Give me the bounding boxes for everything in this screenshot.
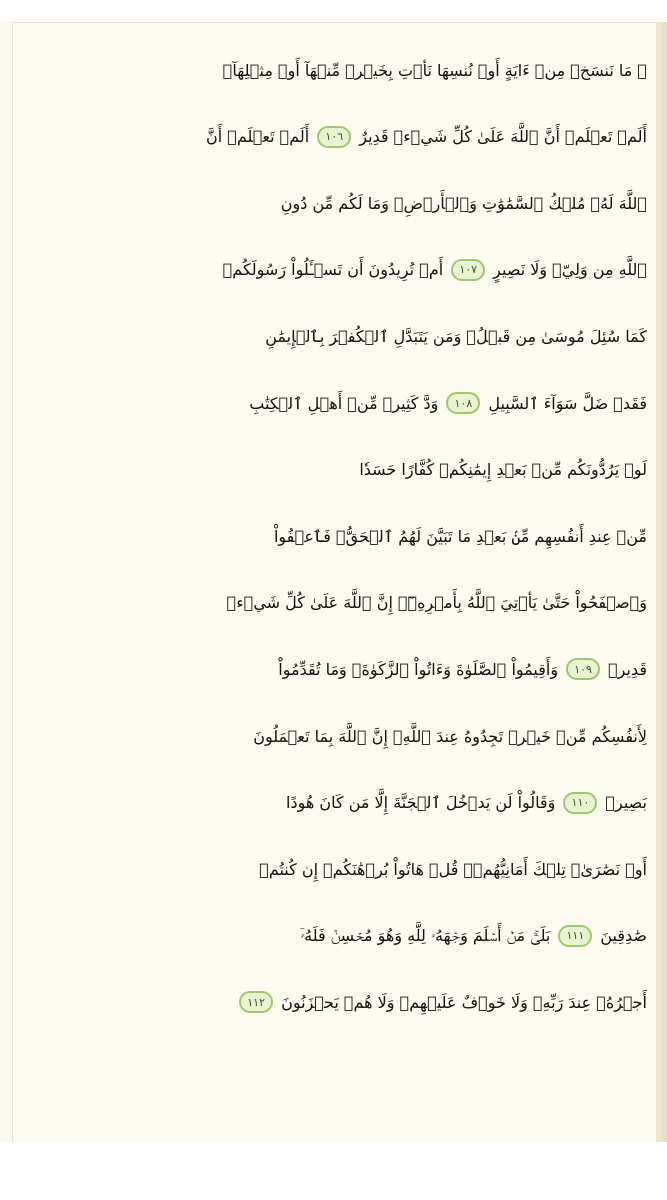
text-line <box>12 569 655 637</box>
ayah-number-marker: ١٠٦ <box>317 126 351 148</box>
text-line <box>12 902 655 970</box>
quran-text-block <box>12 22 655 1142</box>
verse-text: قَدِيرٞ <box>608 659 647 679</box>
text-line <box>12 968 655 1036</box>
verse-text: أَلَمۡ تَعۡلَمۡ أَنَّ ٱللَّهَ عَلَىٰ كُلِّ شَيۡءٖ قَدِيرٌ <box>359 127 647 147</box>
ayah-number-marker: ١١٠ <box>563 792 597 814</box>
bottom-margin <box>0 1142 667 1200</box>
verse-text: ۞ مَا نَنسَخۡ مِنۡ ءَايَةٍ أَوۡ نُنسِهَا نَأۡتِ بِخَيۡرٖ مِّنۡهَآ أَوۡ مِثۡلِهَآۗ <box>222 60 647 80</box>
verse-text: صَٰدِقِينَ <box>600 926 647 946</box>
ayah-number-marker: ١٠٨ <box>446 392 480 414</box>
text-line <box>12 302 655 370</box>
verse-text: ٱللَّهِ مِن وَلِيّٖ وَلَا نَصِيرٍ <box>493 260 647 280</box>
text-line <box>12 103 655 171</box>
ayah-number-marker: ١١١ <box>558 925 592 947</box>
verse-text: ٱللَّهَ لَهُۥ مُلۡكُ ٱلسَّمَٰوَٰتِ وَٱلۡأَرۡضِۗ وَمَا لَكُم مِّن دُونِ <box>280 193 647 213</box>
verse-text: فَقَدۡ ضَلَّ سَوَآءَ ٱلسَّبِيلِ <box>488 393 647 413</box>
text-line <box>12 769 655 837</box>
verse-text: وَأَقِيمُواْ ٱلصَّلَوٰةَ وَءَاتُواْ ٱلزَّكَوٰةَۚ وَمَا تُقَدِّمُواْ <box>278 659 559 679</box>
text-line <box>12 169 655 237</box>
verse-text: وَقَالُواْ لَن يَدۡخُلَ ٱلۡجَنَّةَ إِلَّا مَن كَانَ هُودًا <box>286 793 556 813</box>
top-margin <box>0 0 667 22</box>
verse-text: لَوۡ يَرُدُّونَكُم مِّنۢ بَعۡدِ إِيمَٰنِكُمۡ كُفَّارًا حَسَدٗا <box>359 460 647 480</box>
ayah-number-marker: ١١٢ <box>239 991 273 1013</box>
verse-text: أَلَمۡ تَعۡلَمۡ أَنَّ <box>205 127 310 147</box>
ayah-number-marker: ١٠٧ <box>451 259 485 281</box>
text-line <box>12 36 655 104</box>
text-line <box>12 236 655 304</box>
text-line <box>12 702 655 770</box>
verse-text: أَمۡ تُرِيدُونَ أَن تَسۡـَٔلُواْ رَسُولَكُمۡ <box>222 260 444 280</box>
text-line <box>12 835 655 903</box>
verse-text: وَدَّ كَثِيرٞ مِّنۡ أَهۡلِ ٱلۡكِتَٰبِ <box>249 393 439 413</box>
text-line <box>12 369 655 437</box>
verse-text: بَصِيرٞ <box>605 793 647 813</box>
text-line <box>12 436 655 504</box>
verse-text: لِأَنفُسِكُم مِّنۡ خَيۡرٖ تَجِدُوهُ عِندَ ٱللَّهِۗ إِنَّ ٱللَّهَ بِمَا تَعۡمَلُونَ <box>253 726 647 746</box>
ayah-number-marker: ١٠٩ <box>566 658 600 680</box>
verse-text: أَوۡ نَصَٰرَىٰۗ تِلۡكَ أَمَانِيُّهُمۡۗ قُلۡ هَاتُواْ بُرۡهَٰنَكُمۡ إِن كُنتُمۡ <box>259 859 647 879</box>
verse-text: أَجۡرُهُۥ عِندَ رَبِّهِۦ وَلَا خَوۡفٌ عَلَيۡهِمۡ وَلَا هُمۡ يَحۡزَنُونَ <box>281 992 647 1012</box>
text-line <box>12 635 655 703</box>
verse-text: مِّنۡ عِندِ أَنفُسِهِم مِّنۢ بَعۡدِ مَا تَبَيَّنَ لَهُمُ ٱلۡحَقُّۖ فَٱعۡفُواْ <box>273 526 647 546</box>
page-edge <box>657 22 667 1142</box>
verse-text: كَمَا سُئِلَ مُوسَىٰ مِن قَبۡلُۗ وَمَن يَتَبَدَّلِ ٱلۡكُفۡرَ بِٱلۡإِيمَٰنِ <box>265 326 647 346</box>
text-line <box>12 502 655 570</box>
verse-text: وَٱصۡفَحُواْ حَتَّىٰ يَأۡتِيَ ٱللَّهُ بِأَمۡرِهِۦٓۗ إِنَّ ٱللَّهَ عَلَىٰ كُلِّ شَيۡءٖ <box>226 593 647 613</box>
verse-text: بَلَىٰۚ مَنۡ أَسۡلَمَ وَجۡهَهُۥ لِلَّهِ وَهُوَ مُحۡسِنٞ فَلَهُۥٓ <box>300 925 551 945</box>
